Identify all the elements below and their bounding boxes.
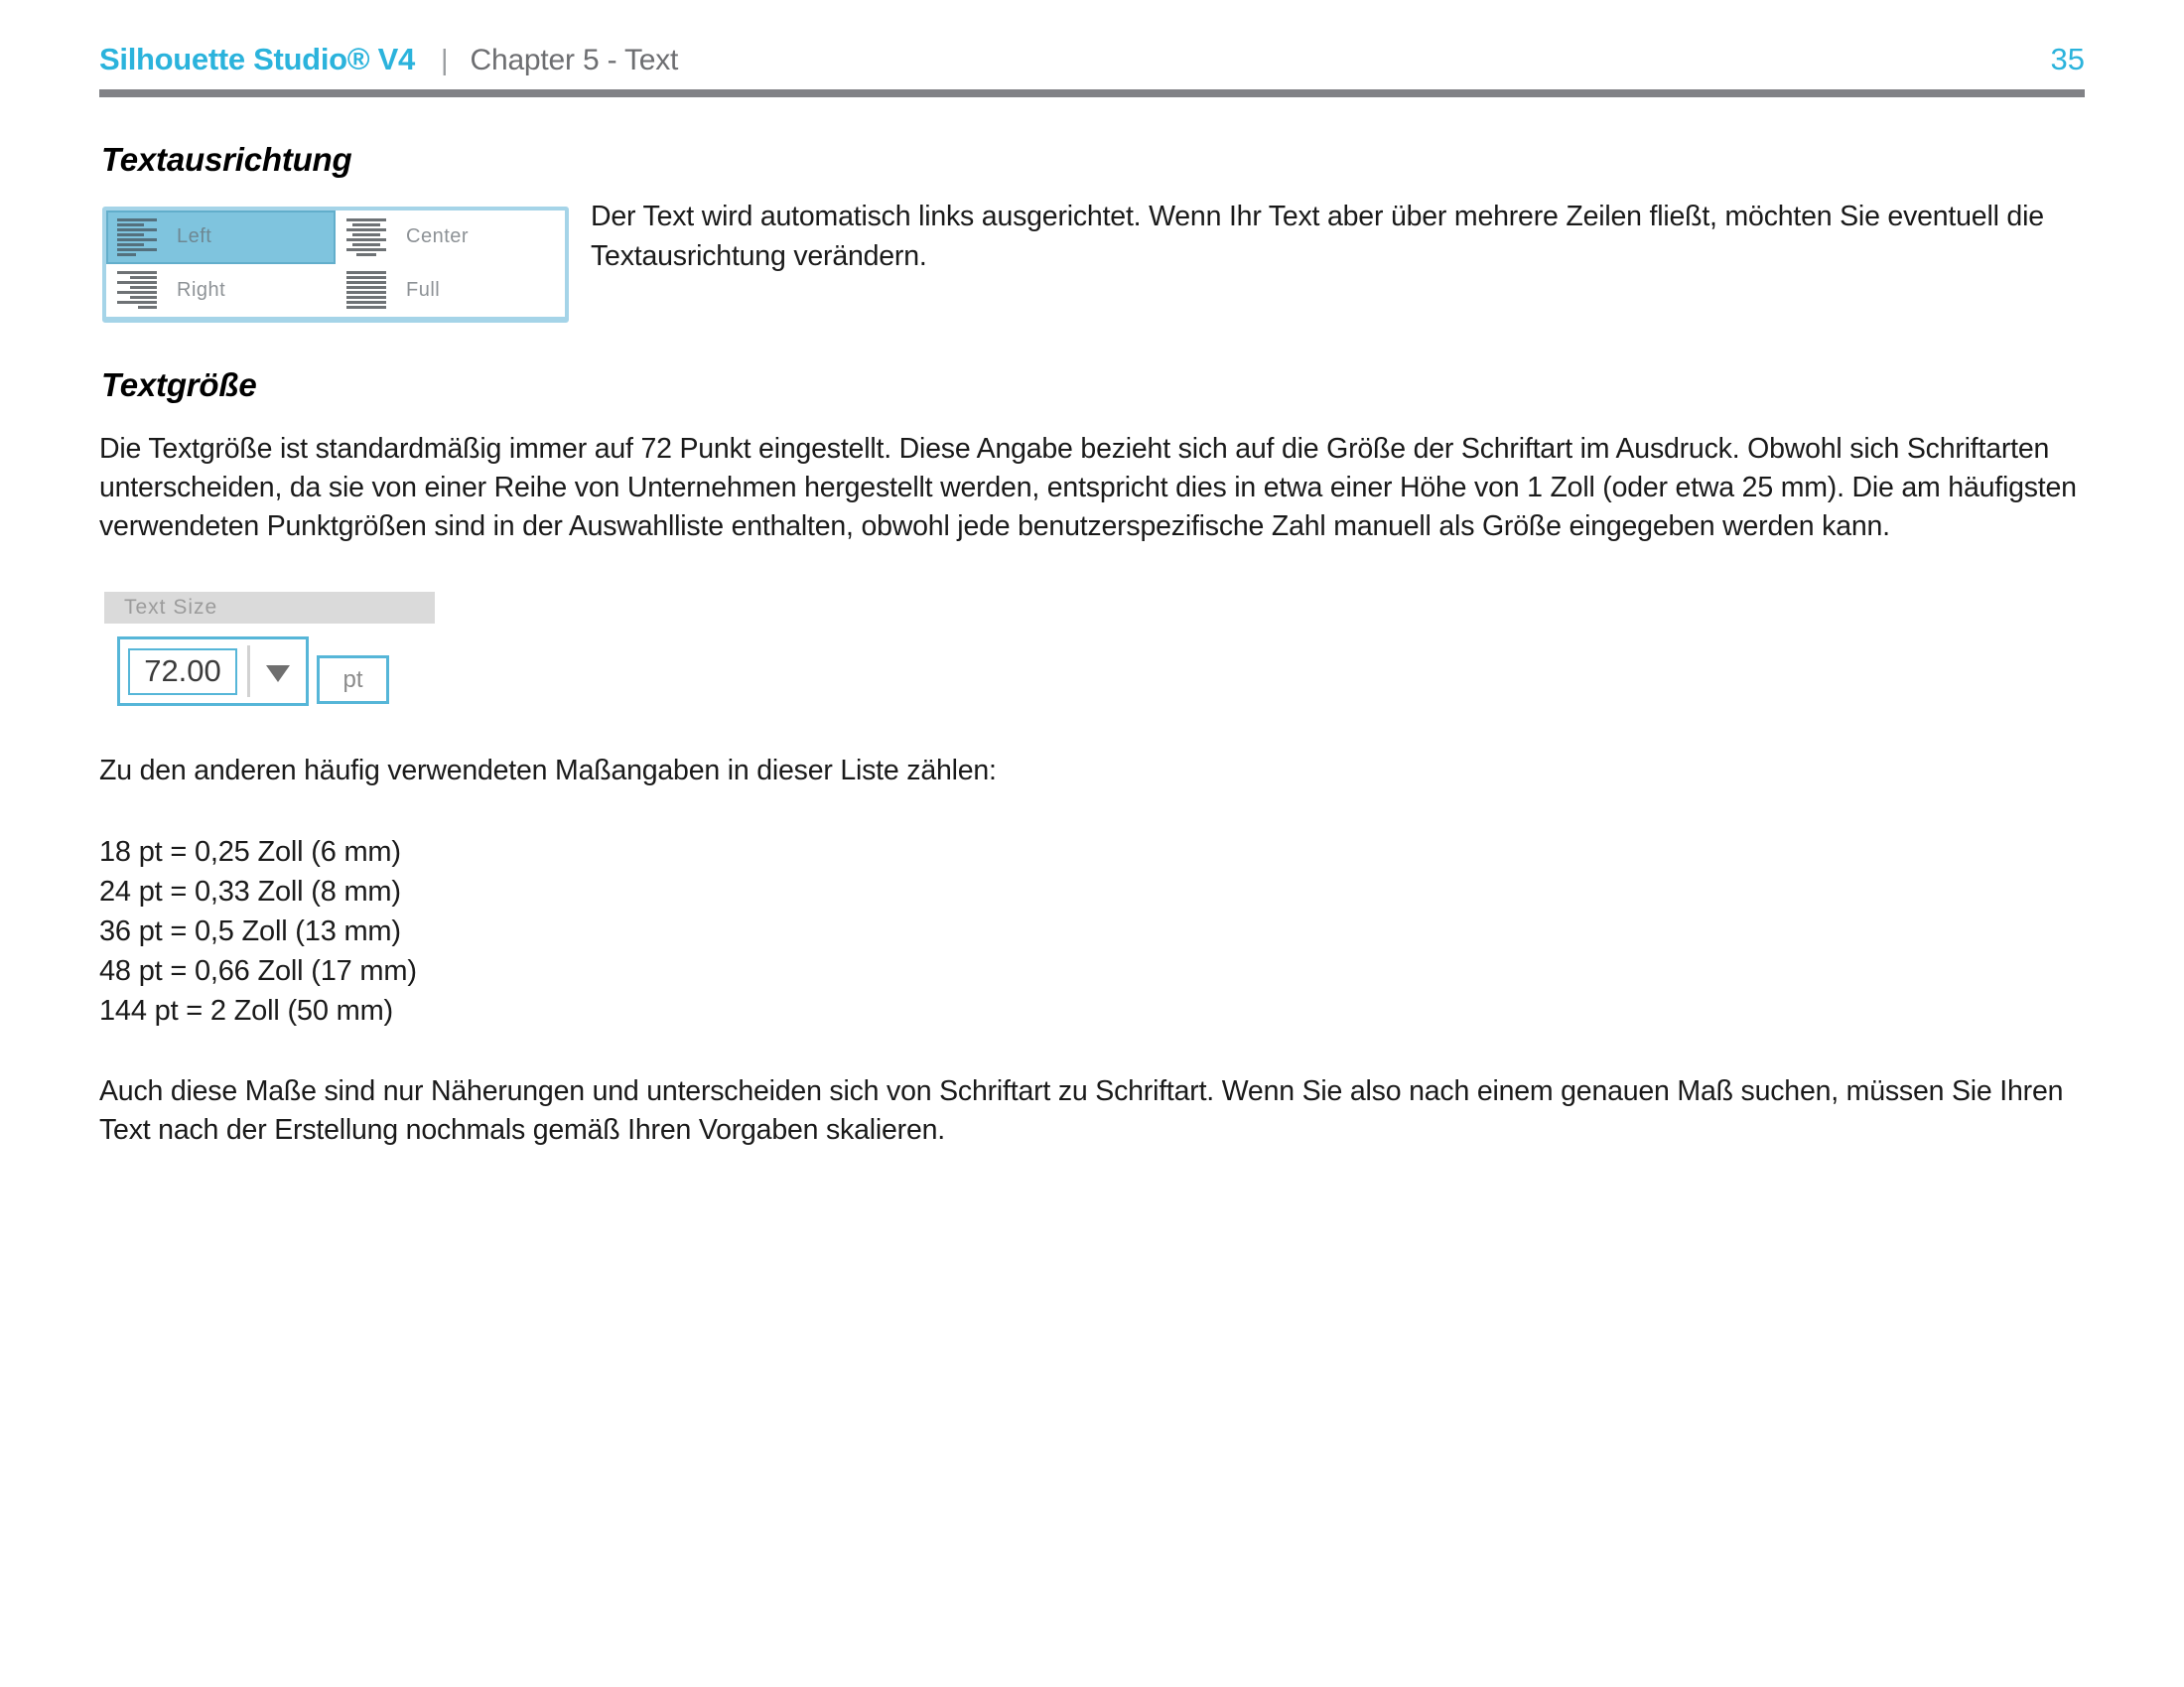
- align-option-center[interactable]: [336, 211, 565, 264]
- text-alignment-panel: [102, 207, 569, 323]
- align-option-label: Right: [177, 278, 226, 301]
- dropdown-arrow-icon[interactable]: [266, 665, 290, 682]
- align-center-icon: [346, 218, 386, 256]
- align-option-left[interactable]: [106, 211, 336, 264]
- list-intro-paragraph: Zu den anderen häufig verwendeten Maßangaben in dieser Liste zählen:: [99, 755, 997, 786]
- size-paragraph-2: Auch diese Maße sind nur Näherungen und unterscheiden sich von Schriftart zu Schriftart. Wenn Sie also nach einem genauen Maß suchen, müssen Sie Ihren Text nach der Erstellung nochmals gemäß Ihren Vorgaben skalieren.: [99, 1075, 2064, 1146]
- conversion-item: 24 pt = 0,33 Zoll (8 mm): [99, 876, 401, 908]
- alignment-paragraph: Der Text wird automatisch links ausgerichtet. Wenn Ihr Text aber über mehrere Zeilen fließt, möchten Sie eventuell die Textausrichtung verändern.: [591, 201, 2044, 272]
- page-header: [99, 0, 2085, 77]
- align-option-label: Full: [406, 278, 441, 301]
- chapter-title: Chapter 5 - Text: [470, 44, 679, 76]
- conversion-item: 48 pt = 0,66 Zoll (17 mm): [99, 955, 417, 987]
- text-size-header-bar: [104, 592, 435, 624]
- align-option-label: Center: [406, 225, 470, 248]
- page-number: 35: [2050, 42, 2085, 76]
- size-paragraph-1: Die Textgröße ist standardmäßig immer auf 72 Punkt eingestellt. Diese Angabe bezieht sich auf die Größe der Schriftart im Ausdruck. Obwohl sich Schriftarten unterscheiden, da sie von einer Reihe von Unternehmen hergestellt werden, entspricht dies in etwa einer Höhe von 1 Zoll (oder etwa 25 mm). Die am häufigsten verwendeten Punktgrößen sind in der Auswahlliste enthalten, obwohl jede benutzerspezifische Zahl manuell als Größe eingegeben werden kann.: [99, 433, 2077, 542]
- brand-title: Silhouette Studio® V4: [99, 42, 415, 76]
- align-right-icon: [117, 271, 157, 309]
- spinner-divider: [247, 645, 250, 697]
- text-size-widget: [104, 592, 442, 706]
- align-option-label: Left: [177, 225, 212, 248]
- text-size-spinner: [117, 636, 309, 706]
- text-size-input[interactable]: 72.00: [128, 648, 237, 695]
- unit-button[interactable]: pt: [317, 655, 389, 704]
- text-size-controls: [117, 636, 442, 706]
- header-divider: [99, 89, 2085, 97]
- alignment-section-body: [102, 201, 2085, 323]
- conversion-item: 144 pt = 2 Zoll (50 mm): [99, 995, 393, 1027]
- align-option-full[interactable]: [336, 264, 565, 318]
- conversion-item: 36 pt = 0,5 Zoll (13 mm): [99, 915, 401, 947]
- size-section-heading: Textgröße: [101, 366, 257, 403]
- align-left-icon: [117, 218, 157, 256]
- conversion-item: 18 pt = 0,25 Zoll (6 mm): [99, 836, 401, 868]
- align-option-right[interactable]: [106, 264, 336, 318]
- alignment-section-heading: Textausrichtung: [101, 141, 352, 178]
- header-separator: |: [440, 45, 449, 76]
- conversion-list: [99, 832, 2085, 1031]
- text-size-label: Text Size: [124, 596, 218, 619]
- align-full-icon: [346, 271, 386, 309]
